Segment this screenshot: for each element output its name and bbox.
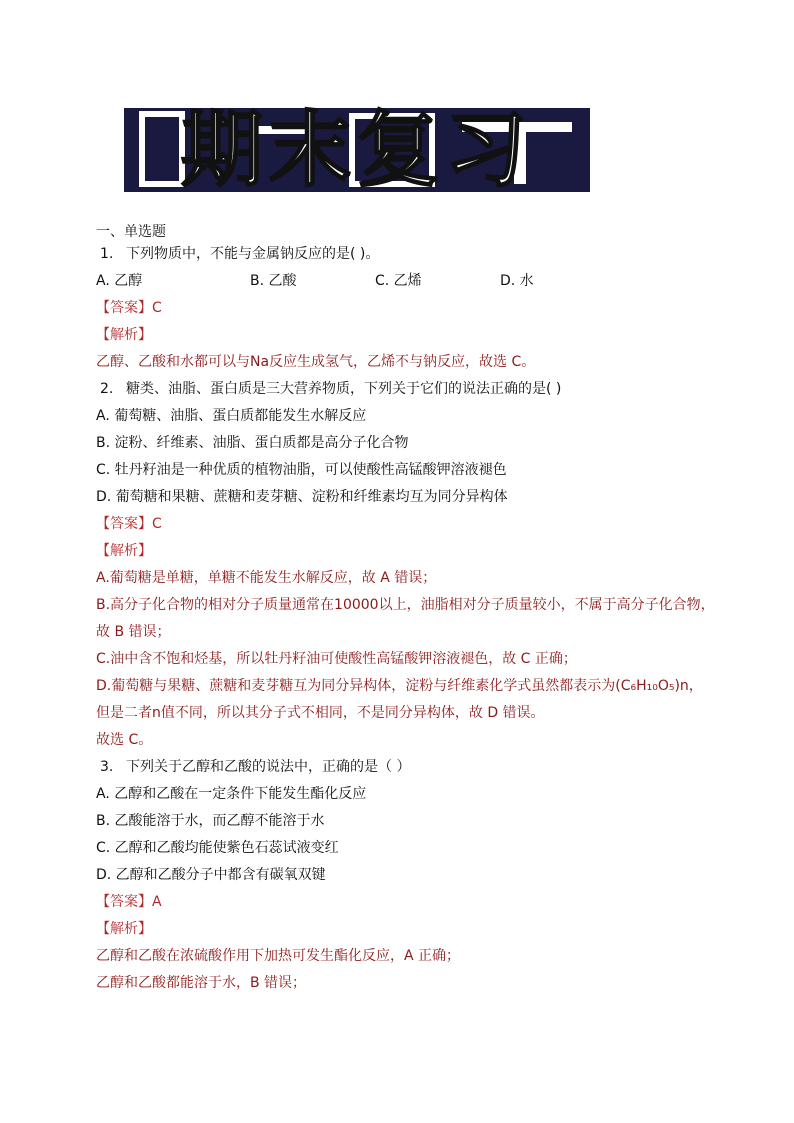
answer-3: [96, 892, 716, 919]
option-c: C. 牡丹籽油是一种优质的植物油脂，可以使酸性高锰酸钾溶液褪色: [96, 462, 507, 478]
answer-value: C: [152, 516, 162, 532]
analysis-2-line-5: D.葡萄糖与果糖、蔗糖和麦芽糖互为同分异构体，淀粉与纤维素化学式虽然都表示为(C₆H₁₀O₅)n，: [96, 678, 703, 694]
document-body: [96, 222, 716, 1000]
section-title: 一、单选题: [96, 224, 166, 240]
answer-label: 【答案】: [96, 300, 152, 316]
question-text: 糖类、油脂、蛋白质是三大营养物质，下列关于它们的说法正确的是( ): [126, 381, 562, 397]
question-text: 下列物质中，不能与金属钠反应的是( )。: [126, 246, 380, 262]
analysis-1-label: 【解析】: [96, 327, 152, 343]
question-2-stem: [100, 379, 716, 406]
analysis-2-line-6: 但是二者n值不同，所以其分子式不相同，不是同分异构体，故 D 错误。: [96, 705, 545, 721]
answer-label: 【答案】: [96, 894, 152, 910]
answer-1: [96, 298, 716, 325]
question-number: 2.: [100, 381, 114, 397]
analysis-1-line: 乙醇、乙酸和水都可以与Na反应生成氢气，乙烯不与钠反应，故选 C。: [96, 354, 536, 370]
question-1-options: [96, 271, 716, 298]
analysis-2-line-3: 故 B 错误；: [96, 624, 171, 640]
answer-2: [96, 514, 716, 541]
option-a: A. 葡萄糖、油脂、蛋白质都能发生水解反应: [96, 408, 367, 424]
banner-title: 期末复习: [180, 104, 534, 198]
answer-label: 【答案】: [96, 516, 152, 532]
analysis-2-line-7: 故选 C。: [96, 732, 153, 748]
option-c: C. 乙烯: [375, 273, 422, 289]
option-b: B. 淀粉、纤维素、油脂、蛋白质都是高分子化合物: [96, 435, 409, 451]
option-a: A. 乙醇和乙酸在一定条件下能发生酯化反应: [96, 786, 367, 802]
option-d: D. 水: [500, 273, 534, 289]
option-d: D. 葡萄糖和果糖、蔗糖和麦芽糖、淀粉和纤维素均互为同分异构体: [96, 489, 508, 505]
question-3-stem: [100, 757, 716, 784]
question-number: 3.: [100, 759, 114, 775]
option-a: A. 乙醇: [96, 273, 143, 289]
analysis-3-line-1: 乙醇和乙酸在浓硫酸作用下加热可发生酯化反应，A 正确；: [96, 948, 461, 964]
analysis-3-line-2: 乙醇和乙酸都能溶于水，B 错误；: [96, 975, 307, 991]
analysis-3-label: 【解析】: [96, 921, 152, 937]
title-banner: [122, 104, 592, 200]
option-b: B. 乙酸: [250, 273, 297, 289]
option-d: D. 乙醇和乙酸分子中都含有碳氧双键: [96, 867, 326, 883]
question-text: 下列关于乙醇和乙酸的说法中，正确的是（ ）: [126, 759, 411, 775]
analysis-2-line-1: A.葡萄糖是单糖，单糖不能发生水解反应，故 A 错误；: [96, 570, 437, 586]
title-banner-graphic: [122, 104, 592, 200]
question-1-stem: [100, 244, 716, 271]
analysis-2-label: 【解析】: [96, 543, 152, 559]
question-number: 1.: [100, 246, 114, 262]
option-c: C. 乙醇和乙酸均能使紫色石蕊试液变红: [96, 840, 339, 856]
answer-value: C: [152, 300, 162, 316]
analysis-2-line-4: C.油中含不饱和烃基，所以牡丹籽油可使酸性高锰酸钾溶液褪色，故 C 正确；: [96, 651, 577, 667]
answer-value: A: [152, 894, 162, 910]
option-b: B. 乙酸能溶于水，而乙醇不能溶于水: [96, 813, 325, 829]
analysis-2-line-2: B.高分子化合物的相对分子质量通常在10000以上，油脂相对分子质量较小，不属于高分子化合物，: [96, 597, 715, 613]
